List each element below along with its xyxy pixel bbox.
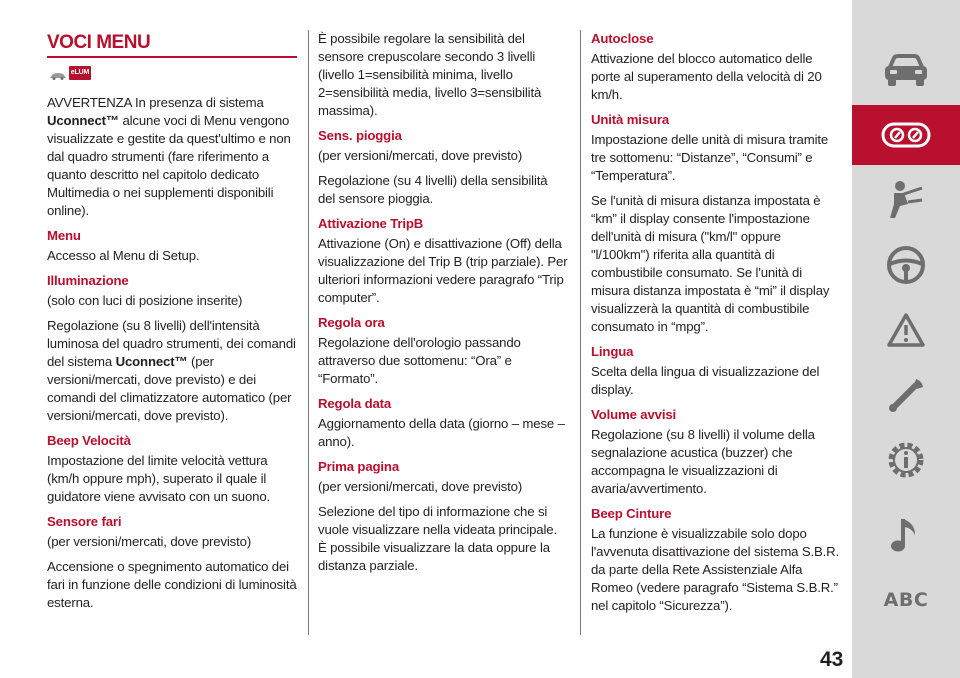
- beep-cinture-description: La funzione è visualizzabile solo dopo l'avvenuta disattivazione del sistema S.B.R. da parte della Rete Assistenziale Alfa Romeo (vedere paragrafo “Sistema S.B.R.” nel capitolo “Sicurezza”).: [591, 526, 840, 613]
- illuminazione-note: (solo con luci di posizione inserite): [47, 293, 243, 308]
- regola-data-heading: Regola data: [318, 396, 392, 411]
- brand-name: Uconnect™: [115, 354, 188, 369]
- beep-velocita-description: Impostazione del limite velocità vettura (km/h oppure mph), superato il quale il guidatore viene avvisato con un suono.: [47, 453, 271, 504]
- autoclose-heading: Autoclose: [591, 31, 654, 46]
- illuminazione-description: [47, 317, 297, 425]
- beep-velocita-heading: Beep Velocità: [47, 433, 131, 448]
- dashboard-icon: [881, 122, 931, 148]
- sens-pioggia-note: (per versioni/mercati, dove previsto): [318, 148, 523, 163]
- prima-pagina-description: Selezione del tipo di informazione che si vuole visualizzare nella videata principale. È possibile visualizzare la data oppure la distanza parziale.: [318, 504, 557, 573]
- sensore-fari-description: Accensione o spegnimento automatico dei fari in funzione delle condizioni di luminosità esterna.: [47, 559, 297, 610]
- version-badge-row: [47, 66, 297, 88]
- tripb-heading: Attivazione TripB: [318, 216, 424, 231]
- volume-avvisi-heading: Volume avvisi: [591, 407, 677, 422]
- steering-wheel-icon: [886, 245, 926, 285]
- lingua-description: Scelta della lingua di visualizzazione del display.: [591, 364, 820, 397]
- music-note-icon: [889, 515, 923, 555]
- lingua-heading: Lingua: [591, 344, 634, 359]
- column-2: [318, 30, 568, 575]
- chapter-tab-vehicle[interactable]: [852, 40, 960, 100]
- column-3: [591, 30, 841, 615]
- car-small-icon: [49, 72, 67, 80]
- abc-label: ABC: [883, 589, 929, 611]
- car-icon: [882, 53, 930, 87]
- unita-misura-heading: Unità misura: [591, 112, 670, 127]
- sensore-fari-note: (per versioni/mercati, dove previsto): [47, 534, 252, 549]
- menu-heading: Menu: [47, 228, 81, 243]
- chapter-tab-emergency[interactable]: [852, 300, 960, 360]
- sensitivity-paragraph: È possibile regolare la sensibilità del sensore crepuscolare secondo 3 livelli (livello 1=sensibilità minima, livello 2=sensibilità media, livello 3=sensibilità massima).: [318, 31, 542, 118]
- warning-triangle-icon: [886, 312, 926, 348]
- illum-text: Regolazione (su 8 livelli) dell'intensità luminosa del quadro strumenti, dei comandi del sistema: [47, 318, 296, 369]
- prima-pagina-note: (per versioni/mercati, dove previsto): [318, 479, 523, 494]
- chapter-tab-multimedia[interactable]: [852, 505, 960, 565]
- prima-pagina-heading: Prima pagina: [318, 459, 400, 474]
- chapter-tab-index[interactable]: [852, 570, 960, 630]
- sensore-fari-heading: Sensore fari: [47, 514, 122, 529]
- chapter-tab-starting[interactable]: [852, 235, 960, 295]
- tripb-description: Attivazione (On) e disattivazione (Off) della visualizzazione del Trip B (trip parziale). Per ulteriori informazioni vedere paragrafo “Trip computer”.: [318, 236, 568, 305]
- section-title: VOCI MENU: [47, 32, 151, 53]
- warning-paragraph: [47, 94, 297, 220]
- chapter-tab-maintenance[interactable]: [852, 365, 960, 425]
- sens-pioggia-description: Regolazione (su 4 livelli) della sensibilità del sensore pioggia.: [318, 173, 548, 206]
- beep-cinture-heading: Beep Cinture: [591, 506, 672, 521]
- illuminazione-heading: Illuminazione: [47, 273, 129, 288]
- regola-ora-heading: Regola ora: [318, 315, 385, 330]
- intro-text-cont: alcune voci di Menu vengono visualizzate e gestite da quest'ultimo e non dal quadro strumenti (fare riferimento a quanto descritto nel capitolo dedicato Multimedia o nei supplementi disponibili online).: [47, 113, 291, 218]
- info-gear-icon: [885, 439, 927, 481]
- brand-name: Uconnect™: [47, 113, 119, 128]
- menu-description: Accesso al Menu di Setup.: [47, 248, 200, 263]
- page-number: 43: [820, 648, 844, 671]
- title-underline: [47, 56, 297, 58]
- intro-text: AVVERTENZA In presenza di sistema: [47, 95, 264, 110]
- unita-misura-description: Impostazione delle unità di misura tramite tre sottomenu: “Distanze”, “Consumi” e “Temperatura”.: [591, 132, 829, 183]
- regola-data-description: Aggiornamento della data (giorno – mese – anno).: [318, 416, 565, 449]
- unita-misura-details: Se l'unità di misura distanza impostata è “km” il display consente l'impostazione dell'unità di misura ("km/l" oppure "l/100km") riferita alla quantità di combustibile consumato. Se l'unità di misura distanza impostata è “mi” il display visualizzerà la quantità di combustibile consumato in “mpg”.: [591, 193, 830, 334]
- seat-safety-icon: [886, 180, 926, 220]
- column-divider: [308, 30, 309, 635]
- sens-pioggia-heading: Sens. pioggia: [318, 128, 402, 143]
- column-1: [47, 30, 297, 612]
- wrench-icon: [886, 375, 926, 415]
- chapter-tab-safety[interactable]: [852, 170, 960, 230]
- volume-avvisi-description: Regolazione (su 8 livelli) il volume della segnalazione acustica (buzzer) che accompagna le visualizzazioni di avaria/avvertimento.: [591, 427, 815, 496]
- elum-badge: eLUM: [69, 66, 91, 80]
- autoclose-description: Attivazione del blocco automatico delle porte al superamento della velocità di 20 km/h.: [591, 51, 822, 102]
- chapter-tab-dashboard[interactable]: [852, 105, 960, 165]
- chapter-sidebar: [852, 0, 960, 678]
- illum-text-cont: (per versioni/mercati, dove previsto) e dei comandi del climatizzatore automatico (per versioni/mercati, dove previsto).: [47, 354, 292, 423]
- regola-ora-description: Regolazione dell'orologio passando attraverso due sottomenu: “Ora” e “Formato”.: [318, 335, 521, 386]
- chapter-tab-technical-data[interactable]: [852, 430, 960, 490]
- column-divider: [580, 30, 581, 635]
